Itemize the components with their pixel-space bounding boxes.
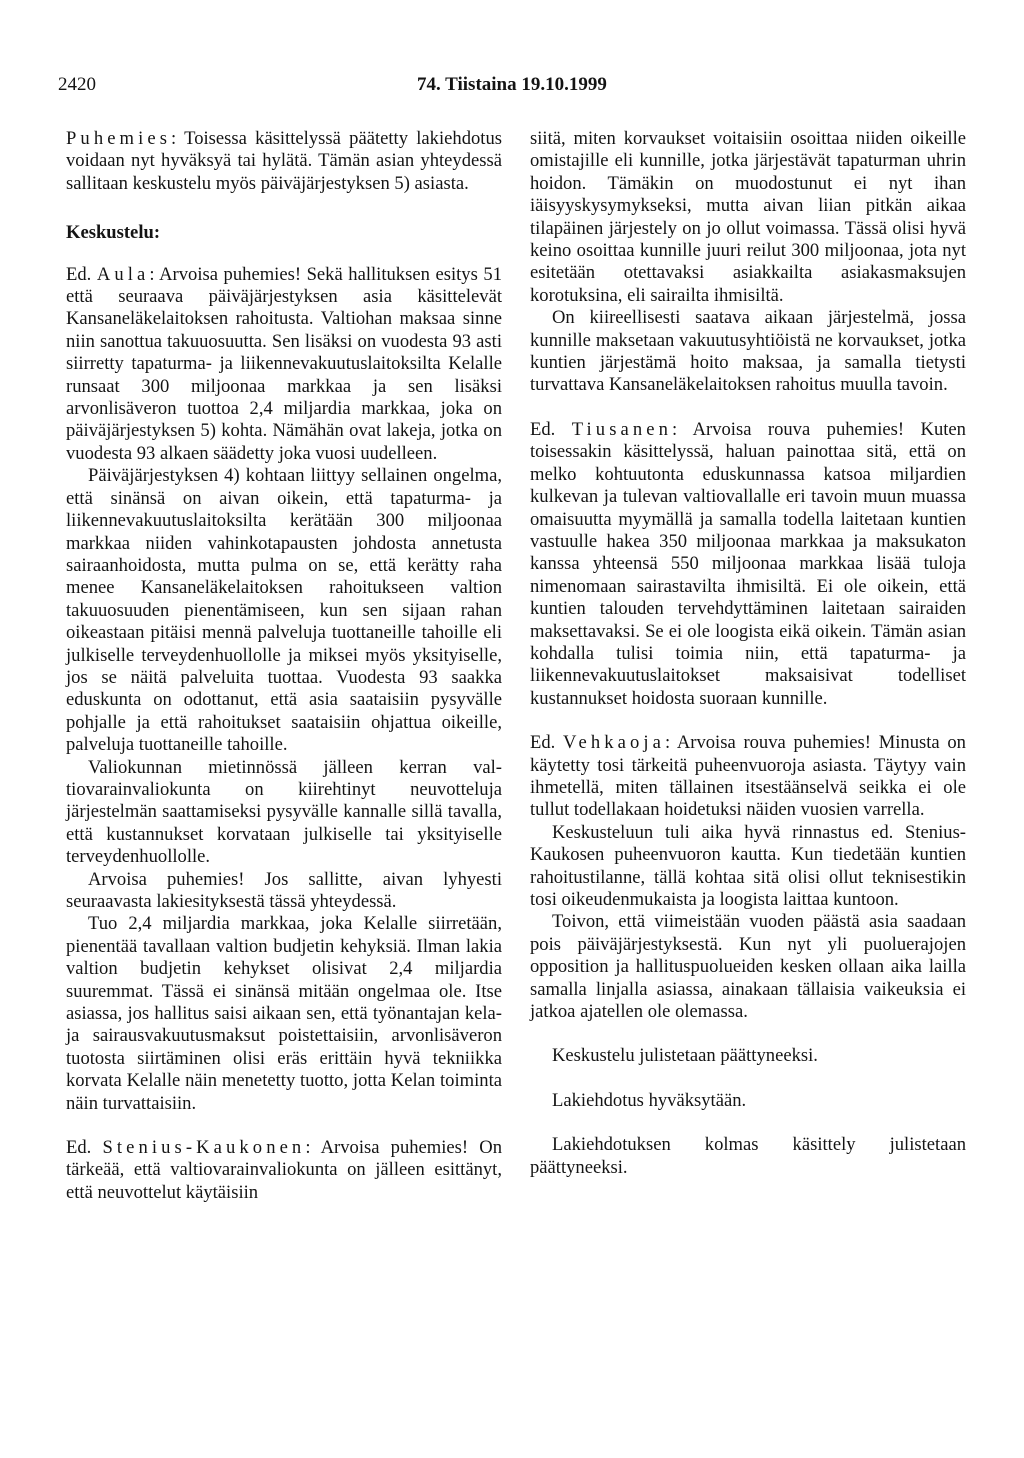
- paragraph: Tuo 2,4 miljardia markkaa, joka Kelalle siirretään, pienentää tavallaan valtion budjetin kehyksiä. Ilman lakia valtion budjetin kehykset olisivat 2,4 miljardia suuremmat. Tässä ei sinänsä mitään ongelmaa ole. Itse asiassa, jos hallitus saisi aikaan sen, että työnantajan kela- ja sairausvakuutusmaksut poistettaisiin, arvonlisäveron tuotosta siirtäminen olisi eräs erittäin hyvä tekniikka korvata Kelalle näin menetetty tuotto, jotta Kelan toiminta näin turvattaisiin.: [66, 913, 502, 1114]
- speech-puhemies: [66, 128, 502, 195]
- speaker-name: Stenius-Kaukonen: [102, 1137, 306, 1159]
- speaker-prefix: Ed.: [66, 1137, 92, 1159]
- right-column: [530, 128, 966, 1179]
- speaker-name: Tiusanen: [571, 418, 672, 440]
- speech-text: : Arvoisa rouva puhemies! Kuten toisessakin käsittelyssä, haluan painottaa sitä, että on melko kohtuutonta eduskunnassa katsoa miljardien kulkevan ja tulevan valtiovallalle eri tavoin muun muassa omaisuutta myymällä ja samalla todella laitetaan kuntien vastuulle hakea 350 miljoonaa markkaa ja maksukaton kanssa yhteensä 550 miljoonaa markkaa lisää tuloja nimenomaan sairastavilta ihmisiltä. Ei ole oikein, että kuntien talouden tervehdyttäminen laitetaan sairaiden maksettavaksi. Se ei ole loogista eikä oikein. Tämän asian kohdalla tulisi toimia niin, että tapaturma- ja liikennevakuutuslaitokset maksaisivat todelliset kustannukset hoidosta suoraan kunnille.: [530, 418, 966, 709]
- page-header: [0, 74, 1024, 104]
- section-heading: Keskustelu:: [66, 222, 161, 244]
- speaker-name: Vehkaoja: [563, 732, 665, 754]
- speaker-prefix: Ed.: [530, 732, 556, 754]
- speaker-name: Aula: [96, 263, 150, 285]
- paragraph: Toivon, että viimeistään vuoden päästä asia saadaan pois päiväjärjestyksestä. Kun nyt yli puoluerajojen opposition ja hallituspuolueiden kesken ollaan aika lailla samalla linjalla asiassa, ainakaan tällaisia vaikeuksia ei jatkoa ajatellen ole olemassa.: [530, 911, 966, 1023]
- speech-text: : Arvoisa puhemies! On tärkeää, että valtiovarainvaliokunta on jälleen esittänyt, että neuvottelut käytäisiin: [66, 1137, 502, 1203]
- left-column: [66, 128, 502, 1204]
- speaker-prefix: Ed.: [66, 263, 92, 285]
- running-head: 74. Tiistaina 19.10.1999: [417, 74, 607, 95]
- paragraph: Valiokunnan mietinnössä jälleen kerran valtiovarainvaliokunta on kiirehtinyt neuvotteluja järjestelmän saattamiseksi pysyvälle kannalle sillä tavalla, että kustannukset korvataan julkiselle tai yksityiselle terveydenhuollolle.: [66, 756, 502, 868]
- speech-tiusanen: [530, 419, 966, 710]
- paragraph: Päiväjärjestyksen 4) kohtaan liittyy sellainen ongelma, että sinänsä on aivan oikein, että tapaturma- ja liikennevakuutuslaitoksilta kerätään 300 miljoonaa markkaa niiden vahinkotapausten johdosta annetusta sairaanhoidosta, mutta pulma on se, että kerätty raha menee Kansaneläkelaitoksen rahoitukseen valtion takuuosuuden pienentämiseen, kun sen sijaan rahan oikeastaan pitäisi mennä palveluja tuottaneille tahoille eli julkiselle terveydenhuollolle ja miksei myös yksityiselle, jos se näitä palveluita tuottaa. Vuodesta 93 saakka eduskunta on odottanut, että asia saataisiin pysyvälle pohjalle ja että rahoitukset saataisiin ohjattua oikeille, palveluja tuottaneille tahoille.: [66, 465, 502, 756]
- speech-text: : Arvoisa puhemies! Sekä hallituksen esitys 51 että seuraava päiväjärjestyksen asia käsittelevät Kansaneläkelaitoksen rahoitusta. Valtiohan maksaa sinne niin sanottua takuuosuutta. Sen lisäksi on vuodesta 93 asti siirretty tapaturma- ja liikennevakuutuslaitoksilta Kelalle runsaat 300 miljoonaa markkaa ja sen lisäksi arvonlisäveron tuottoa 2,4 miljardia markkaa, joka on päiväjärjestyksen 5) kohta. Nämähän ovat lakeja, jotka on vuodesta 93 alkaen säädetty joka vuosi uudelleen.: [66, 263, 502, 464]
- paragraph: On kiireellisesti saatava aikaan järjestelmä, jossa kunnille maksetaan vakuutusyhtiöistä ne korvaukset, jotka kuntien järjestämä hoito maksaa, ja samalla tietysti turvattava Kansaneläkelaitoksen rahoitus muulla tavoin.: [530, 307, 966, 396]
- speech-aula: [66, 264, 502, 466]
- speech-text: : Toisessa käsittelyssä päätetty lakiehdotus voidaan nyt hyväksyä tai hylätä. Tämän asian yhteydessä sallitaan keskustelu myös päiväjärjestyksen 5) asiasta.: [66, 128, 502, 194]
- closing-statement: Lakiehdotuksen kolmas käsittely julistetaan päättyneeksi.: [530, 1134, 966, 1178]
- paragraph: Keskusteluun tuli aika hyvä rinnastus ed. Stenius-Kaukosen puheenvuoron kautta. Kun tiedetään kuntien rahoitustilanne, tällä kohtaa sitä olisi ollut teknisestikin tosi oikeudenmukaista ja loogista laittaa kuntoon.: [530, 821, 966, 910]
- speech-vehkaoja: [530, 732, 966, 822]
- closing-statement: Lakiehdotus hyväksytään.: [552, 1089, 747, 1111]
- speaker-name: Puhemies: [66, 128, 172, 149]
- page-number: 2420: [58, 74, 96, 95]
- speaker-prefix: Ed.: [530, 418, 556, 440]
- paragraph-continued: siitä, miten korvaukset voitaisiin osoittaa niiden oikeille omistajille eli kunnille, jotka järjestävät tapaturman uhrin hoidon. Tämäkin on muodostunut ei nyt ihan iäisyyskysymykseksi, mutta aivan liian pitkän aikaa tilapäinen järjestely on jo ollut voimassa. Tässä olisi hyvä keino osoittaa kunnille juuri reilut 300 miljoonaa, jota nyt esitetään otettavaksi asiakkailta asiakasmaksujen korotuksina, eli sairailta ihmisiltä.: [530, 128, 966, 306]
- closing-statement: Keskustelu julistetaan päättyneeksi.: [552, 1045, 818, 1067]
- paragraph: Arvoisa puhemies! Jos sallitte, aivan lyhyesti seuraavasta lakiesityksestä tässä yhteydessä.: [66, 868, 502, 912]
- speech-stenius-kaukonen: [66, 1137, 502, 1204]
- speech-text: : Arvoisa rouva puhemies! Minusta on käytetty tosi tärkeitä puheenvuoroja asiasta. Täytyy vain ihmetellä, miten tällainen itsestäänselvä seikka ei ole tullut todellakaan hoidetuksi näiden vuosien varrella.: [530, 732, 966, 821]
